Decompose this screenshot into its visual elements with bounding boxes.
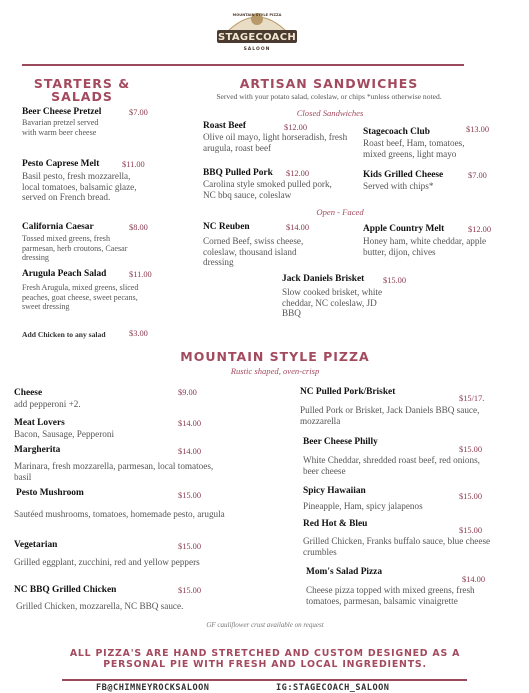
sandwich-price: $15.00 — [383, 276, 407, 285]
pizza-desc: Pulled Pork or Brisket, Jack Daniels BBQ sauce, mozzarella — [300, 405, 480, 426]
pizza-desc: White Cheddar, shredded roast beef, red onions, beer cheese — [303, 455, 480, 476]
pizza-price: $9.00 — [178, 388, 197, 397]
pizza-desc: Grilled Chicken, mozzarella, NC BBQ sauce. — [16, 601, 184, 611]
sandwich-desc: Olive oil mayo, light horseradish, fresh arugula, roast beef — [203, 132, 348, 153]
starter-desc: Tossed mixed greens, fresh parmesan, herb croutons, Caesar dressing — [22, 234, 128, 263]
pizza-name: Cheese — [14, 388, 43, 398]
pizza-name: Meat Lovers — [14, 418, 65, 428]
instagram-handle: IG:STAGECOACH_SALOON — [276, 683, 390, 693]
pizza-name: Vegetarian — [14, 540, 58, 550]
starter-price: $8.00 — [129, 223, 148, 232]
sandwich-name: NC Reuben — [203, 222, 250, 232]
top-divider — [22, 64, 464, 66]
sandwich-price: $12.00 — [286, 169, 310, 178]
pizza-desc: add pepperoni +2. — [14, 399, 81, 409]
pizza-name: Spicy Hawaiian — [303, 486, 366, 496]
pizza-desc: Pineapple, Ham, spicy jalapenos — [303, 501, 423, 511]
addon-label: Add Chicken to any salad — [22, 330, 106, 339]
pizza-price: $15.00 — [459, 526, 483, 535]
starters-title: STARTERS & SALADS — [33, 76, 131, 104]
sandwich-price: $13.00 — [466, 125, 490, 134]
sandwich-desc: Corned Beef, swiss cheese, coleslaw, thousand island dressing — [203, 236, 304, 267]
pizza-desc: Sautéed mushrooms, tomatoes, homemade pesto, arugula — [14, 509, 225, 519]
gf-note: GF cauliflower crust available on request — [206, 621, 324, 629]
pizza-price: $14.00 — [178, 419, 202, 428]
pizza-price: $15.00 — [459, 445, 483, 454]
starter-price: $11.00 — [122, 160, 145, 169]
sandwich-price: $12.00 — [284, 123, 308, 132]
sandwich-name: Kids Grilled Cheese — [363, 170, 444, 180]
sandwich-name: BBQ Pulled Pork — [203, 168, 273, 178]
starter-desc: Bavarian pretzel served with warm beer cheese — [22, 118, 99, 137]
open-faced-label: Open - Faced — [316, 207, 364, 217]
pizza-price: $15.00 — [459, 492, 483, 501]
starter-desc: Fresh Arugula, mixed greens, sliced peaches, goat cheese, sweet pecans, sweet dressing — [22, 283, 139, 312]
pizza-subtitle: Rustic shaped, oven-crisp — [230, 366, 320, 376]
sandwich-desc: Honey ham, white cheddar, apple butter, dijon, chives — [363, 236, 487, 257]
logo-bottom-text: SALOON — [243, 47, 271, 52]
facebook-handle: FB@CHIMNEYROCKSALOON — [96, 683, 210, 693]
starter-desc: Basil pesto, fresh mozzarella, local tomatoes, balsamic glaze, served on French bread. — [22, 171, 137, 202]
pizza-price: $14.00 — [178, 447, 202, 456]
starter-name: Beer Cheese Pretzel — [22, 107, 102, 117]
closed-sandwiches-label: Closed Sandwiches — [296, 108, 364, 118]
starter-price: $7.00 — [129, 108, 148, 117]
sandwich-desc: Served with chips* — [363, 181, 434, 191]
logo-top-text: MOUNTAIN STYLE PIZZA — [232, 13, 282, 17]
sandwich-name: Apple Country Melt — [363, 224, 445, 234]
starter-name: Arugula Peach Salad — [22, 269, 107, 279]
starter-price: $11.00 — [129, 270, 152, 279]
pizza-name: Pesto Mushroom — [16, 488, 84, 498]
pizza-desc: Grilled eggplant, zucchini, red and yellow peppers — [14, 557, 200, 567]
sandwiches-subtitle: Served with your potato salad, coleslaw, or chips *unless otherwise noted. — [216, 92, 442, 101]
bottom-divider — [62, 679, 467, 681]
pizza-desc: Cheese pizza topped with mixed greens, fresh tomatoes, parmesan, balsamic vinaigrette — [306, 585, 475, 606]
pizza-name: NC BBQ Grilled Chicken — [14, 585, 117, 595]
sandwich-name: Roast Beef — [203, 121, 246, 131]
pizza-name: Beer Cheese Philly — [303, 437, 378, 447]
pizza-desc: Grilled Chicken, Franks buffalo sauce, blue cheese crumbles — [303, 536, 491, 557]
pizza-price: $15/17. — [459, 394, 485, 403]
pizza-desc: Marinara, fresh mozzarella, parmesan, local tomatoes, basil — [14, 461, 214, 482]
pizza-price: $15.00 — [178, 586, 202, 595]
starter-name: Pesto Caprese Melt — [22, 159, 100, 169]
sandwich-name: Jack Daniels Brisket — [282, 274, 365, 284]
pizza-desc: Bacon, Sausage, Pepperoni — [14, 429, 115, 439]
sandwich-desc: Roast beef, Ham, tomatoes, mixed greens, light mayo — [363, 138, 465, 159]
pizza-name: Red Hot & Bleu — [303, 519, 368, 529]
pizza-name: Mom's Salad Pizza — [306, 567, 383, 577]
pizza-name: NC Pulled Pork/Brisket — [300, 387, 396, 397]
pizza-name: Margherita — [14, 445, 61, 455]
sandwich-price: $7.00 — [468, 171, 487, 180]
sandwich-name: Stagecoach Club — [363, 127, 430, 137]
addon-price: $3.00 — [129, 329, 148, 338]
sandwich-price: $12.00 — [468, 225, 492, 234]
sandwich-desc: Carolina style smoked pulled pork, NC bbq sauce, coleslaw — [203, 179, 332, 200]
starter-name: California Caesar — [22, 222, 94, 232]
sandwich-desc: Slow cooked brisket, white cheddar, NC coleslaw, JD BBQ — [282, 287, 383, 318]
stagecoach-logo — [212, 3, 302, 55]
pizza-price: $15.00 — [178, 542, 202, 551]
pizza-title: MOUNTAIN STYLE PIZZA — [180, 349, 370, 364]
sandwiches-title: ARTISAN SANDWICHES — [239, 76, 419, 91]
pizza-price: $15.00 — [178, 491, 202, 500]
logo-main-text: STAGECOACH — [217, 32, 297, 43]
sandwich-price: $14.00 — [286, 223, 310, 232]
pizza-price: $14.00 — [462, 575, 486, 584]
footer-tagline: ALL PIZZA'S ARE HAND STRETCHED AND CUSTOM DESIGNED AS A PERSONAL PIE WITH FRESH AND LOCAL INGREDIENTS. — [69, 648, 461, 670]
